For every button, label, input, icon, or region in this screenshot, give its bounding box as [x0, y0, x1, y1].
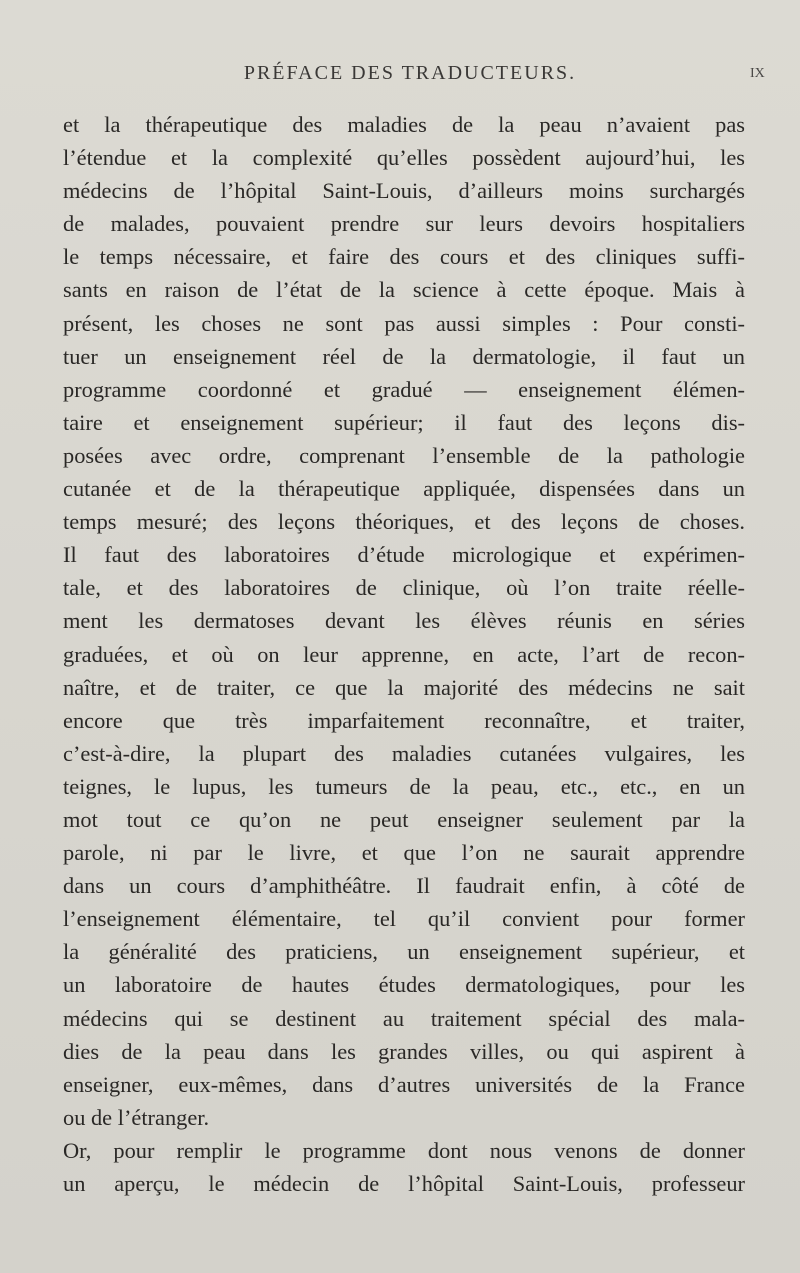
- running-head: [0, 62, 800, 92]
- text-line: programme coordonné et gradué — enseignement élémen-: [63, 376, 745, 402]
- text-line: dans un cours d’amphithéâtre. Il faudrait enfin, à côté de: [63, 873, 745, 899]
- text-line: teignes, le lupus, les tumeurs de la peau, etc., etc., en un: [63, 773, 745, 799]
- text-line: graduées, et où on leur apprenne, en acte, l’art de recon-: [63, 641, 745, 667]
- text-line: Il faut des laboratoires d’étude micrologique et expérimen-: [63, 542, 745, 568]
- text-line: l’enseignement élémentaire, tel qu’il convient pour former: [63, 906, 745, 932]
- running-title: PRÉFACE DES TRADUCTEURS.: [243, 62, 577, 84]
- text-line: présent, les choses ne sont pas aussi simples : Pour consti-: [63, 310, 745, 336]
- text-line: dies de la peau dans les grandes villes, ou qui aspirent à: [63, 1038, 745, 1064]
- text-line: mot tout ce qu’on ne peut enseigner seulement par la: [63, 806, 745, 832]
- text-line: médecins qui se destinent au traitement spécial des mala-: [63, 1005, 745, 1031]
- text-line: tuer un enseignement réel de la dermatologie, il faut un: [63, 343, 745, 369]
- text-line: sants en raison de l’état de la science à cette époque. Mais à: [63, 277, 745, 303]
- text-line: un laboratoire de hautes études dermatologiques, pour les: [63, 972, 745, 998]
- text-line: temps mesuré; des leçons théoriques, et des leçons de choses.: [63, 509, 745, 535]
- text-line: parole, ni par le livre, et que l’on ne saurait apprendre: [63, 840, 745, 866]
- text-line: ou de l’étranger.: [63, 1104, 210, 1130]
- text-line: un aperçu, le médecin de l’hôpital Saint-Louis, professeur: [63, 1171, 745, 1196]
- text-line: c’est-à-dire, la plupart des maladies cutanées vulgaires, les: [63, 740, 745, 766]
- text-line: médecins de l’hôpital Saint-Louis, d’ailleurs moins surchargés: [63, 178, 745, 204]
- text-line: de malades, pouvaient prendre sur leurs devoirs hospitaliers: [63, 211, 745, 237]
- text-line: cutanée et de la thérapeutique appliquée, dispensées dans un: [63, 476, 745, 502]
- text-line: le temps nécessaire, et faire des cours et des cliniques suffi-: [63, 244, 745, 270]
- text-line: Or, pour remplir le programme dont nous venons de donner: [63, 1137, 745, 1163]
- text-line: naître, et de traiter, ce que la majorité des médecins ne sait: [63, 674, 745, 700]
- text-line: taire et enseignement supérieur; il faut des leçons dis-: [63, 409, 745, 435]
- page-number: IX: [750, 66, 765, 81]
- text-line: encore que très imparfaitement reconnaître, et traiter,: [63, 707, 745, 733]
- text-line: la généralité des praticiens, un enseignement supérieur, et: [63, 939, 745, 965]
- text-line: posées avec ordre, comprenant l’ensemble de la pathologie: [63, 442, 745, 468]
- text-line: l’étendue et la complexité qu’elles possèdent aujourd’hui, les: [63, 145, 745, 171]
- text-line: enseigner, eux-mêmes, dans d’autres universités de la France: [63, 1071, 745, 1097]
- text-line: ment les dermatoses devant les élèves réunis en séries: [63, 608, 745, 634]
- body-text: [63, 108, 745, 1200]
- text-line: tale, et des laboratoires de clinique, où l’on traite réelle-: [63, 575, 745, 601]
- text-line: et la thérapeutique des maladies de la peau n’avaient pas: [63, 112, 745, 137]
